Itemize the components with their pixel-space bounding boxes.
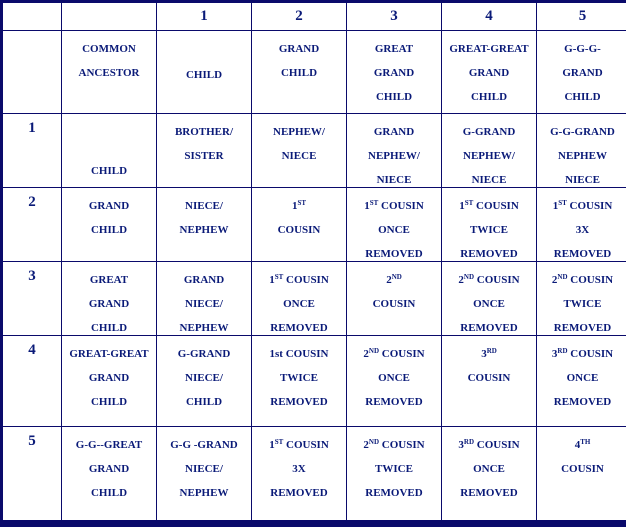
cell-line: ONCE [378,224,410,236]
relationship-cell-r3-c5 [537,262,626,335]
cell-line: NIECE [376,174,412,186]
cell-line: NIECE/ [185,200,223,212]
descendant-header-c3 [347,31,441,113]
cell-line: REMOVED [553,248,612,260]
cell-line: 2ND COUSIN [551,273,614,286]
cell-line: G-G-GRAND [550,126,615,138]
cell-line: 2ND COUSIN [363,438,425,451]
cell-line: REMOVED [270,322,328,334]
row-header-3: 3 [3,262,61,335]
cell-line: NEPHEW/ [368,150,420,162]
descendant-header-c0 [62,31,156,113]
relationship-cell-r2-c5 [537,188,626,261]
cell-line: CHILD [564,91,601,103]
descendant-header-c4 [442,31,536,113]
cell-line: NEPHEW/ [273,126,325,138]
relationship-cell-r2-c0 [62,188,156,261]
relationship-cell-r4-c3 [347,336,441,426]
descendant-header-c5 [537,31,626,113]
cell-line: ONCE [473,298,505,310]
relationship-cell-r1-c4 [442,114,536,187]
cell-line: 1ST COUSIN [269,438,329,451]
cell-line: GREAT-GREAT [449,43,529,55]
cell-line: G-GRAND [462,126,516,138]
relationship-cell-r2-c4 [442,188,536,261]
cell-line: GREAT [374,43,414,55]
cell-line: REMOVED [460,322,518,334]
cell-line: NEPHEW [179,322,229,334]
cell-line: CHILD [185,69,223,81]
relationship-cell-r2-c2 [252,188,346,261]
cell-line: GRAND [88,463,130,475]
cell-line: NIECE [565,174,600,186]
cell-line: G-G-G- [564,43,601,55]
cell-line: 1ST COUSIN [269,273,329,286]
cell-line: CHILD [375,91,413,103]
cell-line: REMOVED [365,248,423,260]
cell-line: CHILD [90,224,128,236]
cell-line: COMMON [82,43,136,55]
cell-line: GRAND [373,126,415,138]
cell-line: 2ND COUSIN [363,347,425,360]
relationship-cell-r5-c0 [62,427,156,520]
cell-line: NIECE [471,174,507,186]
relationship-cell-r5-c5 [537,427,626,520]
cell-line: 4TH [574,438,591,451]
cell-line: TWICE [280,372,318,384]
cell-line: CHILD [90,487,128,499]
cell-line: TWICE [563,298,602,310]
row-header-5: 5 [3,427,61,520]
cell-line: 2ND [386,273,402,286]
cell-line: ONCE [473,463,505,475]
relationship-cell-r1-c5 [537,114,626,187]
cell-line: NIECE/ [185,372,223,384]
relationship-cell-r3-c4 [442,262,536,335]
cell-line: NEPHEW [179,487,229,499]
cell-line: 1ST COUSIN [459,199,519,212]
relationship-cell-r4-c0 [62,336,156,426]
relationship-cell-r5-c3 [347,427,441,520]
cell-line: 3X [292,463,306,475]
relationship-cell-r5-c2 [252,427,346,520]
cell-line: CHILD [90,165,128,177]
relationship-cell-r3-c1 [157,262,251,335]
relationship-cell-r2-c3 [347,188,441,261]
cell-line: 3RD COUSIN [458,438,520,451]
relationship-cell-r3-c2 [252,262,346,335]
cell-line: ONCE [566,372,599,384]
cell-line: REMOVED [365,396,423,408]
cell-line: GREAT-GREAT [69,348,149,360]
relationship-cell-r1-c1 [157,114,251,187]
cell-line: COUSIN [372,298,416,310]
cell-line: CHILD [185,396,223,408]
cell-line: REMOVED [460,487,518,499]
relationship-cell-r4-c4 [442,336,536,426]
cell-line: REMOVED [270,396,328,408]
relationship-cell-r5-c4 [442,427,536,520]
cell-line: GRAND [88,200,130,212]
cell-line: CHILD [90,322,128,334]
cell-line: CHILD [470,91,508,103]
cell-line: GREAT [89,274,129,286]
cell-line: COUSIN [467,372,511,384]
relationship-cell-r1-c3 [347,114,441,187]
cell-line: G-G -GRAND [170,439,238,451]
cell-line: 1st COUSIN [269,348,329,360]
row-header-1: 1 [3,114,61,187]
cell-line: NIECE [281,150,317,162]
relationship-cell-r4-c2 [252,336,346,426]
cell-line: GRAND [373,67,415,79]
cell-line: REMOVED [553,396,612,408]
cell-line: GRAND [468,67,510,79]
cell-line: G-G--GREAT [75,439,143,451]
relationship-cell-r3-c3 [347,262,441,335]
cell-line: GRAND [562,67,603,79]
cell-line: REMOVED [270,487,328,499]
relationship-cell-r4-c1 [157,336,251,426]
cell-line: 1ST [291,199,307,212]
cell-line: ONCE [378,372,410,384]
descendant-header-c2 [252,31,346,113]
cell-line: SISTER [184,150,224,162]
column-header-4: 4 [442,3,536,30]
cell-line: NEPHEW/ [463,150,515,162]
relationship-cell-r5-c1 [157,427,251,520]
cell-line: ANCESTOR [78,67,140,79]
relationship-cell-r4-c5 [537,336,626,426]
cell-line: ONCE [283,298,315,310]
cell-line: 3RD COUSIN [551,347,614,360]
row-header-4: 4 [3,336,61,426]
cell-line: 3RD [481,347,497,360]
cell-line: CHILD [280,67,318,79]
column-header-5: 5 [537,3,626,30]
column-header-1: 1 [157,3,251,30]
cell-line: NEPHEW [558,150,607,162]
cell-line: 1ST COUSIN [364,199,424,212]
cell-line: TWICE [470,224,508,236]
row-header-blank [3,31,61,113]
relationship-cell-r1-c0 [62,114,156,187]
cell-line: REMOVED [460,248,518,260]
cell-line: 2ND COUSIN [458,273,520,286]
column-header-blank [62,3,156,30]
cell-line: G-GRAND [177,348,231,360]
column-header-2: 2 [252,3,346,30]
cell-line: BROTHER/ [174,126,234,138]
descendant-header-c1 [157,31,251,113]
cell-line: NEPHEW [179,224,229,236]
cell-line: GRAND [183,274,225,286]
corner-cell [3,3,61,30]
relationship-cell-r2-c1 [157,188,251,261]
relationship-chart-table [2,2,624,525]
cell-line: 3X [575,224,590,236]
cell-line: TWICE [375,463,413,475]
cell-line: GRAND [88,298,130,310]
relationship-cell-r3-c0 [62,262,156,335]
cell-line: REMOVED [365,487,423,499]
cell-line: NIECE/ [185,463,223,475]
column-header-3: 3 [347,3,441,30]
relationship-cell-r1-c2 [252,114,346,187]
cell-line: GRAND [88,372,130,384]
cell-line: 1ST COUSIN [552,199,613,212]
row-header-2: 2 [3,188,61,261]
cell-line: GRAND [278,43,320,55]
cell-line: NIECE/ [185,298,223,310]
cell-line: COUSIN [277,224,321,236]
cell-line: COUSIN [561,463,604,475]
cell-line: CHILD [90,396,128,408]
cell-line: REMOVED [553,322,612,334]
